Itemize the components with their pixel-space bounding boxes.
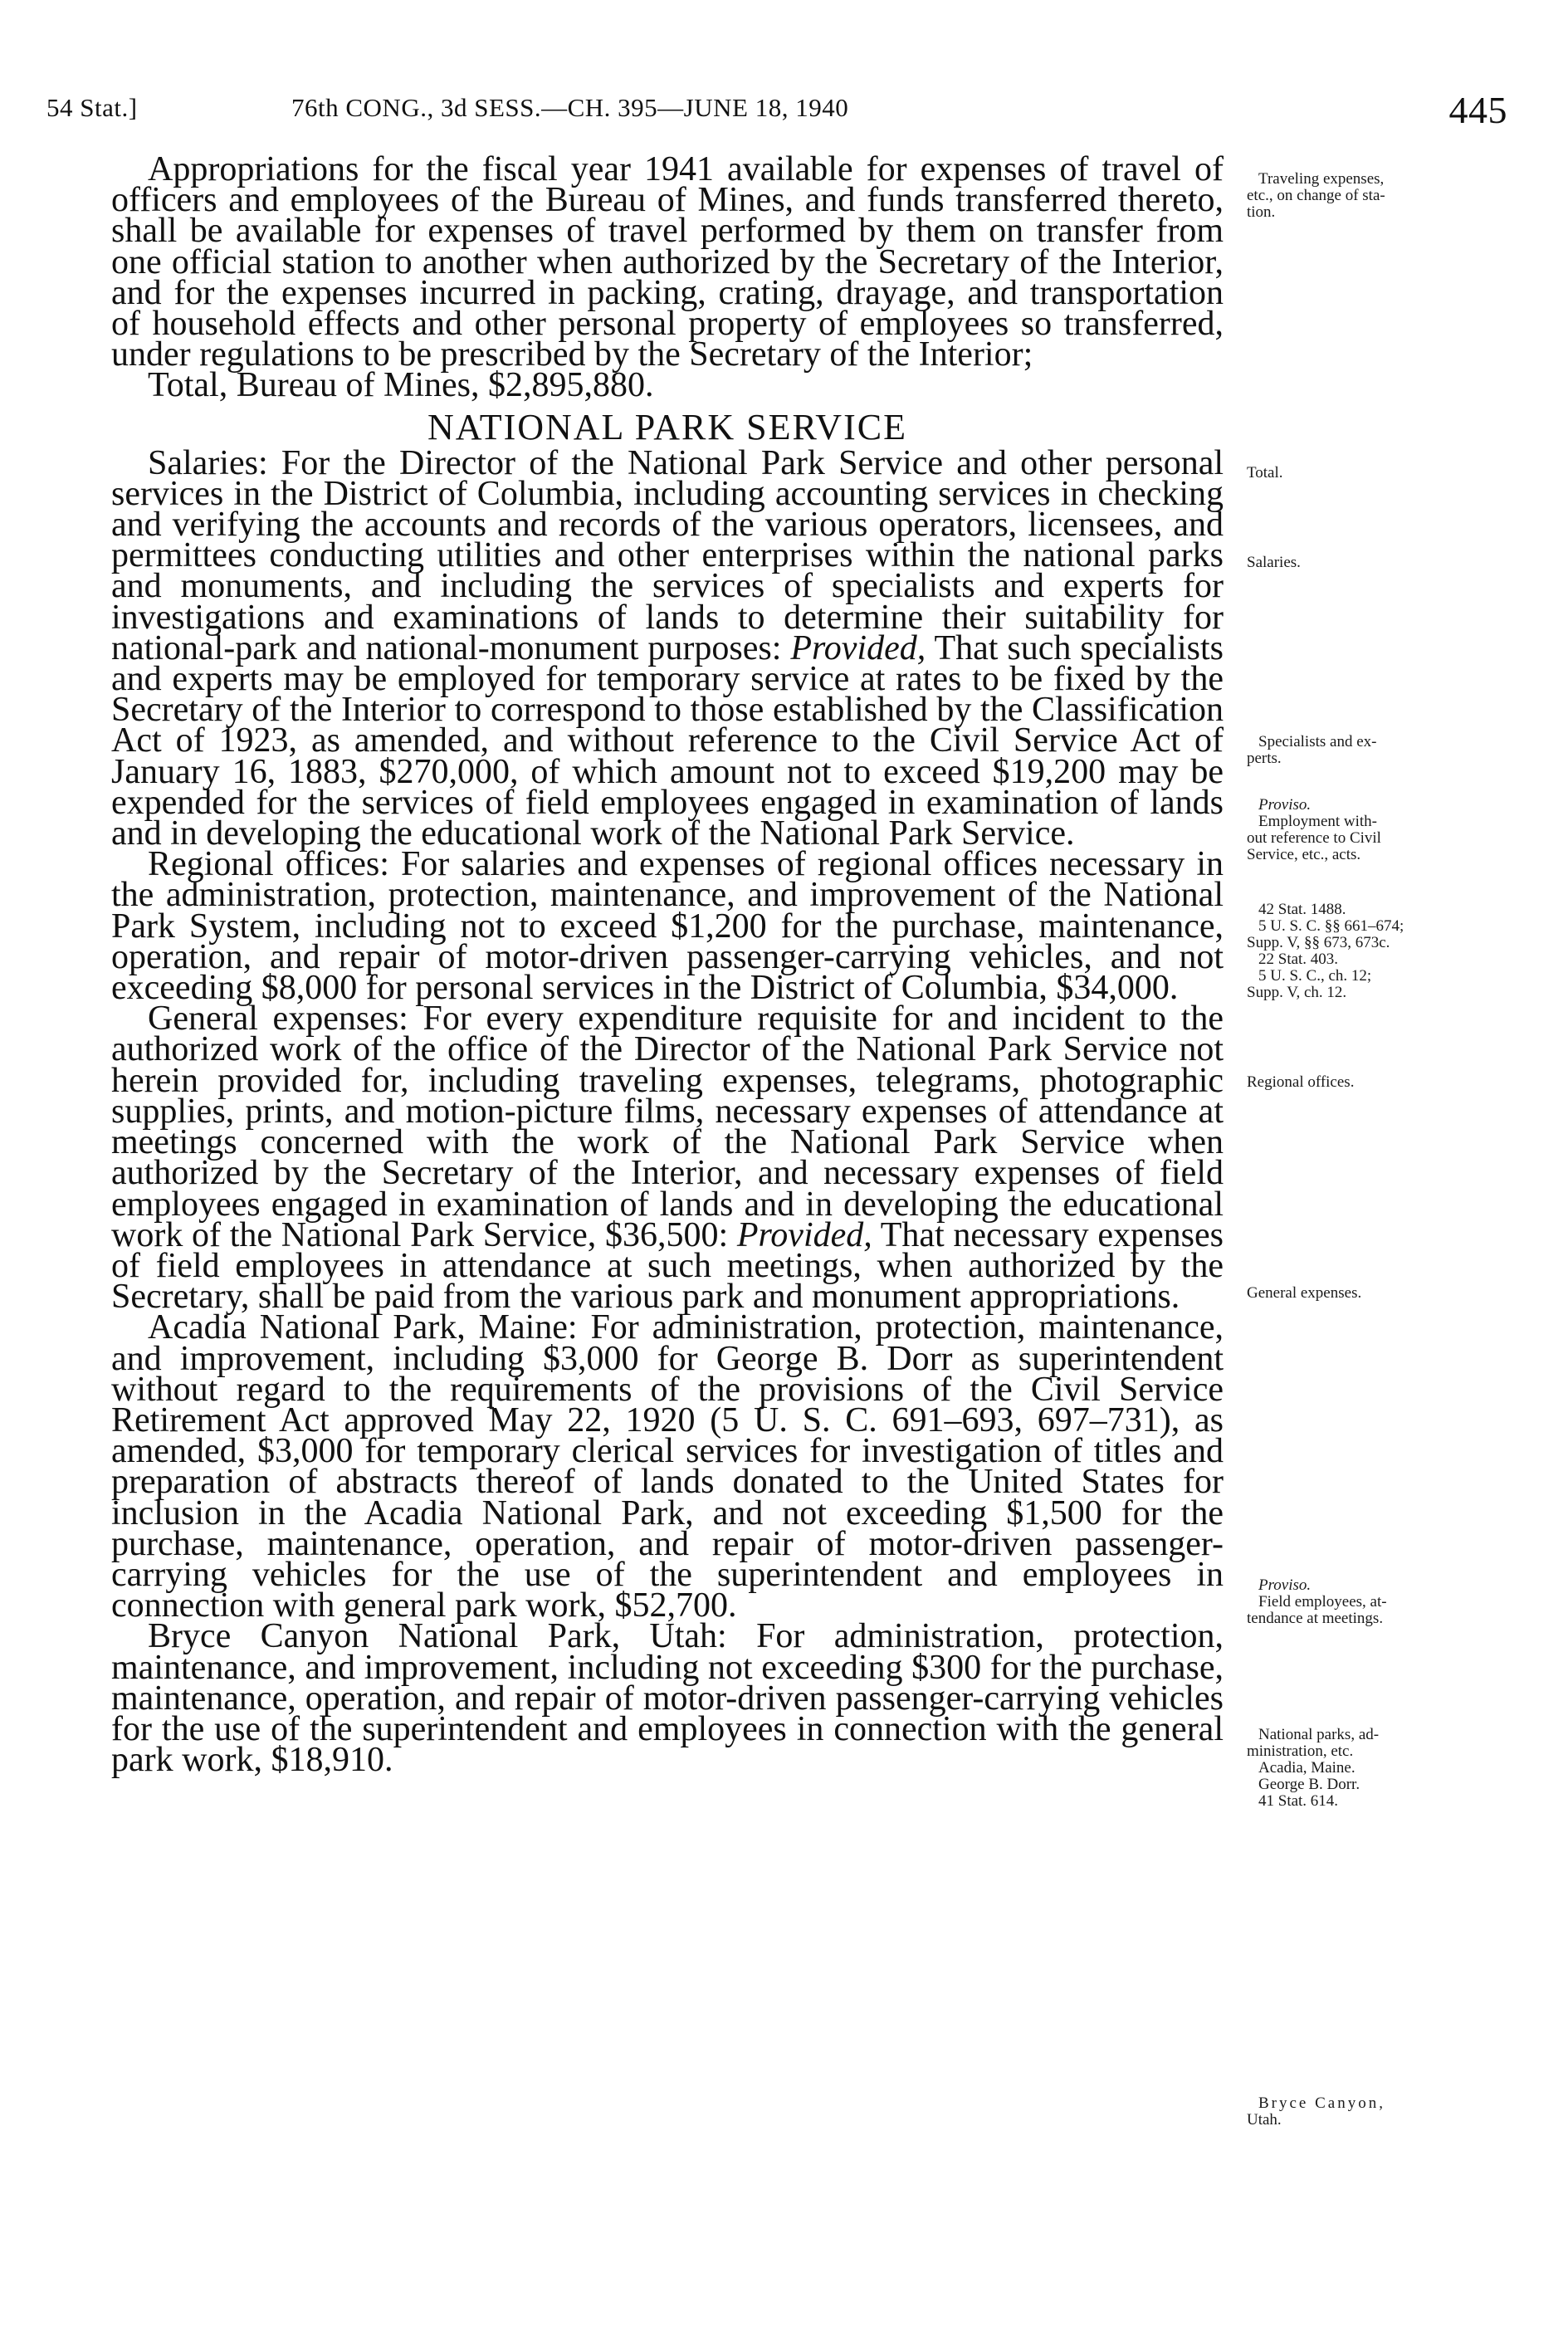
note-line: out reference to Civil — [1247, 829, 1381, 847]
margin-note-salaries — [1247, 555, 1446, 571]
general-expenses-proviso-text: That necessary expenses of field employees in attendance at such meetings, when authorized by the Secretary, shall be paid from the various park and monument appropriations. — [111, 1215, 1224, 1317]
note-line: Supp. V, §§ 673, 673c. — [1247, 934, 1390, 951]
note-line: Salaries. — [1247, 554, 1301, 571]
note-line: 5 U. S. C. §§ 661–674; — [1258, 917, 1404, 935]
note-line: Service, etc., acts. — [1247, 846, 1361, 863]
paragraph-travel-expenses: Appropriations for the fiscal year 1941 available for expenses of travel of officers and employees of the Bureau of Mines, and funds transferred thereto, shall be available for expenses of travel performed by them on transfer from one official station to another when authorized by the Secretary of the Interior, and for the expenses incurred in packing, crating, drayage, and transportation of household effects and other personal property of employees so transferred, under regulations to be prescribed by the Secretary of the Interior; — [111, 150, 1224, 374]
paragraph-general-expenses — [111, 1000, 1224, 1317]
margin-note-bryce — [1247, 2095, 1446, 2129]
paragraph-acadia: Acadia National Park, Maine: For administration, protection, maintenance, and improvement, including $3,000 for George B. Dorr as superintendent without regard to the requirements of the provisions of the Civil Service Retirement Act approved May 22, 1920 (5 U. S. C. 691–693, 697–731), as amended, $3,000 for temporary clerical services for investigation of titles and preparation of abstracts thereof of lands donated to the United States for inclusion in the Acadia National Park, and not exceeding $1,500 for the purchase, maintenance, operation, and repair of motor-driven passenger-carrying vehicles for the use of the superintendent and employees in connection with general park work, $52,700. — [111, 1308, 1224, 1625]
note-line: Utah. — [1247, 2111, 1282, 2129]
note-line: Traveling expenses, — [1258, 170, 1385, 188]
note-line: Proviso. — [1258, 796, 1312, 814]
note-line: 5 U. S. C., ch. 12; — [1258, 967, 1372, 985]
paragraph-total-mines: Total, Bureau of Mines, $2,895,880. — [148, 366, 654, 405]
running-header — [46, 89, 1507, 151]
note-line: General expenses. — [1247, 1284, 1362, 1302]
header-volume: 54 Stat.] — [46, 93, 138, 122]
header-session: 76th CONG., 3d SESS.—CH. 395—JUNE 18, 1940 — [291, 93, 849, 122]
paragraph-salaries — [111, 443, 1224, 853]
margin-note-traveling — [1247, 171, 1446, 221]
margin-note-proviso-field — [1247, 1577, 1446, 1627]
note-line: 41 Stat. 614. — [1258, 1792, 1339, 1810]
note-line: Supp. V, ch. 12. — [1247, 984, 1347, 1001]
note-line: Bryce Canyon, — [1258, 2094, 1385, 2112]
note-line: Total. — [1247, 464, 1283, 481]
note-line: 42 Stat. 1488. — [1258, 901, 1346, 918]
main-text — [111, 150, 1224, 1780]
note-line: tion. — [1247, 203, 1276, 221]
note-line: National parks, ad- — [1258, 1726, 1380, 1743]
general-expenses-text: General expenses: For every expenditure requisite for and incident to the authorized work of the office of the Director of the National Park Service not herein provided for, including traveling expenses, telegrams, photographic supplies, prints, and motion-picture films, necessary expenses of attendance at meetings concerned with the work of the National Park Service when authorized by the Secretary of the Interior, and necessary expenses of field employees engaged in examination of lands and in developing the educational work of the National Park Service, $36,500: — [111, 1000, 1224, 1254]
note-line: perts. — [1247, 750, 1282, 767]
note-line: etc., on change of sta- — [1247, 187, 1385, 204]
margin-note-total — [1247, 465, 1446, 481]
margin-note-proviso-employment — [1247, 797, 1446, 863]
margin-note-regional — [1247, 1074, 1446, 1091]
note-line: 22 Stat. 403. — [1258, 951, 1339, 968]
margin-note-citations — [1247, 902, 1446, 1001]
margin-note-national-parks — [1247, 1727, 1446, 1810]
note-line: Field employees, at- — [1258, 1593, 1387, 1611]
provided-keyword: Provided, — [736, 1215, 872, 1254]
note-line: Specialists and ex- — [1258, 733, 1377, 750]
page-number: 445 — [1448, 89, 1507, 131]
salaries-text: Salaries: For the Director of the National Park Service and other personal services in the District of Columbia, including accounting services in checking and verifying the accounts and records of the various operators, licensees, and permittees conducting utilities and other enterprises within the national parks and monuments, and including the services of specialists and experts for investigations and examinations of lands to determine their suitability for national-park and national-monument purposes: — [111, 443, 1224, 667]
section-heading: NATIONAL PARK SERVICE — [427, 406, 907, 447]
paragraph-regional-offices: Regional offices: For salaries and expenses of regional offices necessary in the administration, protection, maintenance, and improvement of the National Park System, including not to exceed $1,200 for the purchase, maintenance, operation, and repair of motor-driven passenger-carrying vehicles, and not exceeding $8,000 for personal services in the District of Columbia, $34,000. — [111, 845, 1224, 1008]
note-line: Acadia, Maine. — [1258, 1759, 1356, 1777]
salaries-proviso-text: That such specialists and experts may be employed for temporary service at rates to be fixed by the Secretary of the Interior to correspond to those established by the Classification Act of 1923, as amended, and without reference to the Civil Service Act of January 16, 1883, $270,000, of which amount not to exceed $19,200 may be expended for the services of field employees engaged in examination of lands and in developing the educational work of the National Park Service. — [111, 628, 1224, 853]
note-line: Regional offices. — [1247, 1073, 1355, 1091]
note-line: Employment with- — [1258, 813, 1378, 830]
note-line: George B. Dorr. — [1258, 1776, 1360, 1793]
note-line: Proviso. — [1258, 1576, 1312, 1594]
paragraph-bryce-canyon: Bryce Canyon National Park, Utah: For administration, protection, maintenance, and improvement, including not exceeding $300 for the purchase, maintenance, operation, and repair of motor-driven passenger-carrying vehicles for the use of the superintendent and employees in connection with the general park work, $18,910. — [111, 1617, 1224, 1780]
margin-note-specialists — [1247, 734, 1446, 767]
margin-note-general — [1247, 1285, 1446, 1302]
provided-keyword: Provided, — [790, 628, 926, 667]
note-line: tendance at meetings. — [1247, 1610, 1384, 1627]
note-line: ministration, etc. — [1247, 1742, 1354, 1760]
